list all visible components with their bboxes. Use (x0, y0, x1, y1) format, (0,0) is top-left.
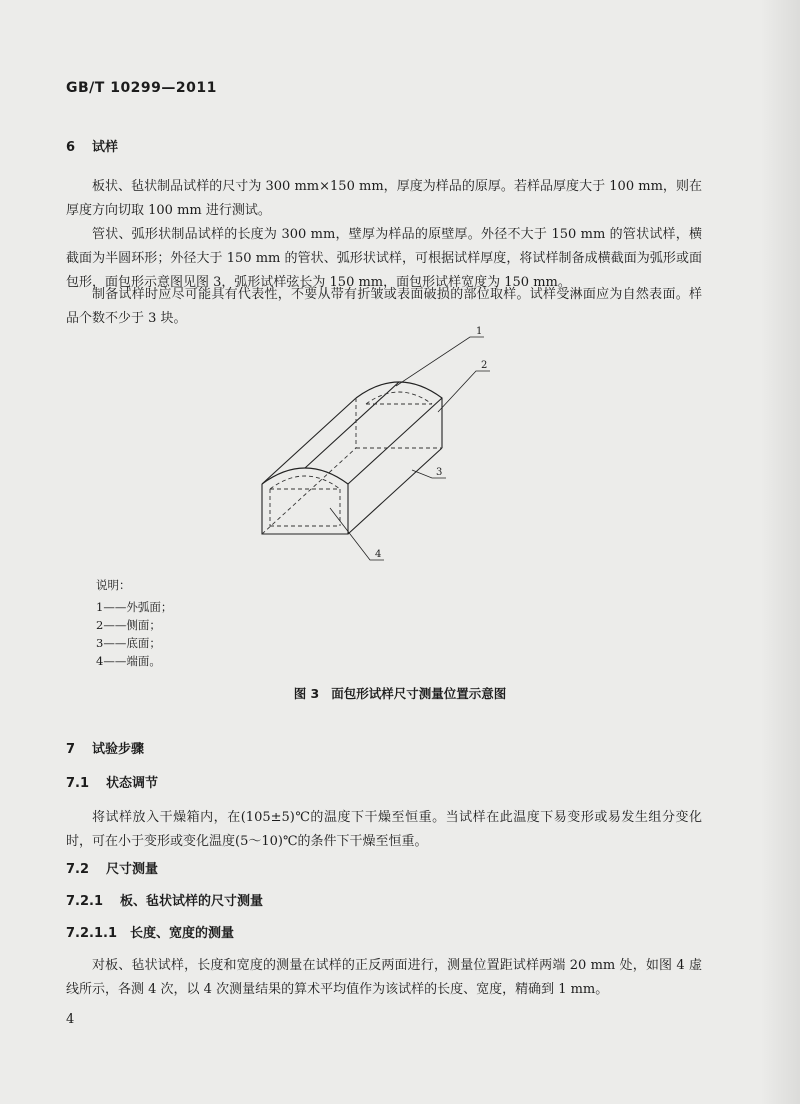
standard-number: GB/T 10299—2011 (66, 80, 217, 96)
legend-item: 4——端面。 (96, 654, 161, 668)
front-end-face (262, 484, 348, 534)
subsection-number: 7.2.1.1 (66, 926, 117, 941)
callout-3: 3 (436, 467, 443, 478)
leader-2 (438, 371, 490, 412)
legend-title: 说明： (96, 578, 131, 592)
callout-4: 4 (375, 549, 382, 560)
paragraph: 将试样放入干燥箱内，在(105±5)℃的温度下干燥至恒重。当试样在此温度下易变形或易发生组分变化时，可在小于变形或变化温度(5～10)℃的条件下干燥至恒重。 (66, 810, 702, 849)
legend-item: 3——底面； (96, 636, 161, 650)
subsection-7-1-heading (66, 772, 158, 791)
section-7-heading (66, 738, 144, 757)
section-title: 试验步骤 (92, 742, 145, 757)
hidden-bottom-edge (262, 448, 356, 534)
top-left-edge (262, 398, 356, 484)
section-number: 6 (66, 140, 76, 155)
subsection-number: 7.1 (66, 776, 90, 791)
callout-1: 1 (476, 326, 483, 337)
leader-1 (396, 337, 484, 386)
paragraph: 制备试样时应尽可能具有代表性，不要从带有折皱或表面破损的部位取样。试样受淋面应为自然表面。样品个数不少于 3 块。 (66, 287, 702, 326)
subsection-7-2-1-1-heading (66, 922, 234, 941)
section-title: 试样 (92, 140, 119, 155)
figure-caption (0, 684, 800, 702)
back-measure-arc (366, 392, 432, 404)
subsection-title: 板、毡状试样的尺寸测量 (120, 894, 264, 909)
subsection-number: 7.2.1 (66, 894, 104, 909)
subsection-title: 尺寸测量 (106, 862, 159, 877)
bottom-right-edge (348, 448, 442, 534)
legend-item: 1——外弧面； (96, 600, 173, 614)
section-number: 7 (66, 742, 76, 757)
page-number: 4 (66, 1012, 75, 1027)
paragraph: 对板、毡状试样，长度和宽度的测量在试样的正反两面进行，测量位置距试样两端 20 mm 处，如图 4 虚线所示，各测 4 次，以 4 次测量结果的算术平均值作为该试样的长度、宽度，精确到 1 mm。 (66, 958, 702, 997)
specimen-solid (262, 382, 442, 534)
top-right-edge (348, 398, 442, 484)
subsection-number: 7.2 (66, 862, 90, 877)
subsection-7-2-heading (66, 858, 158, 877)
front-measure-arc (270, 476, 340, 489)
legend-item: 2——侧面； (96, 618, 161, 632)
subsection-7-2-1-heading (66, 890, 263, 909)
callout-2: 2 (481, 360, 488, 371)
paragraph: 板状、毡状制品试样的尺寸为 300 mm×150 mm，厚度为样品的原厚。若样品厚度大于 100 mm，则在厚度方向切取 100 mm 进行测试。 (66, 179, 702, 218)
crest-edge (305, 382, 399, 468)
subsection-title: 状态调节 (106, 776, 159, 791)
caption-text: 面包形试样尺寸测量位置示意图 (331, 686, 507, 701)
measurement-dashed-lines (262, 392, 442, 534)
caption-label: 图 3 (293, 686, 320, 701)
paragraph: 管状、弧形状制品试样的长度为 300 mm，壁厚为样品的原壁厚。外径不大于 150 mm 的管状试样，横截面为半圆环形；外径大于 150 mm 的管状、弧形状试样，可根据试样厚度，将试样制备成横截面为弧形或面包形，面包形示意图见图 3，弧形试样弦长为 150 mm，面包形试样宽度为 150 mm。 (66, 227, 702, 290)
subsection-title: 长度、宽度的测量 (130, 926, 235, 941)
callout-leaders (330, 337, 490, 560)
